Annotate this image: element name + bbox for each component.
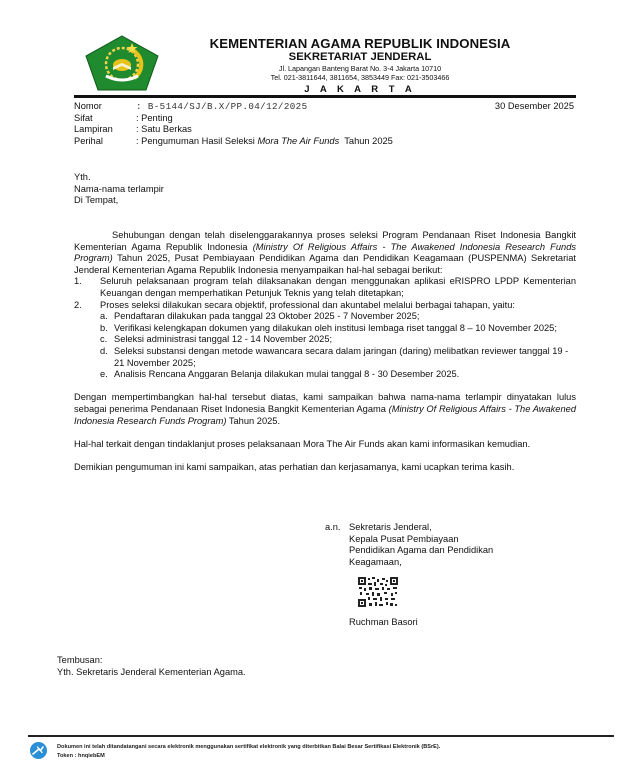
point-item	[74, 276, 576, 299]
signer-name: Ruchman Basori	[349, 617, 418, 627]
spacer	[74, 381, 576, 393]
letter-meta	[74, 101, 574, 147]
tembusan-item: Yth. Sekretaris Jenderal Kementerian Agama.	[57, 666, 246, 677]
signature-line-3	[325, 545, 493, 557]
office-address: Jl. Lapangan Banteng Barat No. 3-4 Jakarta 10710	[278, 64, 442, 73]
spacer	[74, 450, 576, 462]
e-signature-token: Token : hnqiebEM	[57, 753, 105, 759]
tembusan-label: Tembusan:	[57, 655, 103, 665]
perihal-suffix: Tahun 2025	[339, 135, 393, 146]
signature-title-4: Keagamaan,	[349, 556, 402, 567]
point-text: Proses seleksi dilakukan secara objektif, professional dan akuntabel melalui berbagai tahapan, yaitu:	[100, 299, 515, 310]
point-number: 1.	[74, 276, 82, 287]
result-status: lulus	[556, 392, 576, 403]
office-phone: Tel. 021-3811644, 3811654, 3853449 Fax: 021-3503466	[270, 73, 450, 82]
signature-line-4	[325, 557, 493, 569]
points-list	[74, 276, 576, 380]
stage-letter: c.	[100, 334, 108, 345]
stage-letter: e.	[100, 369, 108, 380]
intro-program-english: (Ministry Of Religious Affairs - The Awakened Indonesia Research Funds Program)	[74, 241, 577, 264]
result-text-b: sebagai penerima Pendanaan Riset Indonesia Bangkit Kementerian Agama	[74, 403, 389, 414]
signature-title-2: Kepala Pusat Pembiayaan	[349, 533, 459, 544]
stage-item	[100, 311, 576, 323]
sifat-label: Sifat	[74, 112, 93, 123]
lampiran-value: : Satu Berkas	[136, 124, 192, 134]
letterhead	[170, 36, 550, 96]
signature-title-3: Pendidikan Agama dan Pendidikan	[349, 545, 494, 556]
unit-name: SEKRETARIAT JENDERAL	[288, 51, 432, 63]
tembusan	[57, 655, 246, 678]
result-text-c: Tahun 2025.	[226, 415, 281, 426]
addressee	[74, 172, 164, 207]
signature-title-1: Sekretaris Jenderal,	[349, 522, 432, 532]
signature-an: a.n.	[325, 522, 341, 532]
stage-item	[100, 369, 576, 381]
stage-item	[100, 334, 576, 346]
meta-sifat	[74, 113, 574, 125]
meta-lampiran	[74, 124, 574, 136]
closing-paragraph: Demikian pengumuman ini kami sampaikan, atas perhatian dan kerjasamanya, kami ucapkan terima kasih.	[74, 461, 515, 472]
followup-paragraph: Hal-hal terkait dengan tindaklanjut proses pelaksanaan Mora The Air Funds akan kami informasikan kemudian.	[74, 438, 531, 449]
intro-text-b: Tahun 2025, Pusat Pembiayaan Pendidikan Agama dan Pendidikan Keagamaan (PUSPENMA) Sekretariat Jenderal Kementerian Agama Republik Indonesia menyampaikan hal-hal sebagai berikut:	[74, 253, 576, 275]
stage-text: Pendaftaran dilakukan pada tanggal 23 Oktober 2025 - 7 November 2025;	[114, 311, 420, 322]
stage-letter: a.	[100, 311, 108, 322]
perihal-value	[136, 136, 574, 148]
letterhead-divider	[74, 95, 576, 98]
letter-body	[74, 230, 576, 473]
nomor-label: Nomor	[74, 101, 102, 111]
spacer	[74, 427, 576, 439]
signature-line-2	[325, 534, 493, 546]
addressee-name: Nama-nama terlampir	[74, 183, 164, 194]
intro-text-a: Sehubungan dengan telah diselenggarakannya proses seleksi Program Pendanaan Riset Indonesia Bangkit Kementerian Agama Republik Indonesia	[74, 230, 576, 252]
e-signature-notice	[57, 743, 440, 761]
qr-code-icon	[358, 577, 398, 607]
e-signature-text: Dokumen ini telah ditandatangani secara elektronik menggunakan sertifikat elektronik yang diterbitkan Balai Besar Sertifikasi Elektronik (BSrE).	[57, 744, 441, 750]
footer-divider	[28, 735, 614, 737]
stage-item	[100, 346, 576, 369]
sifat-value: : Penting	[136, 112, 173, 123]
signature-block	[325, 522, 493, 568]
addressee-place: Di Tempat,	[74, 195, 119, 205]
point-number: 2.	[74, 299, 82, 310]
letter-date: 30 Desember 2025	[494, 101, 574, 111]
intro-paragraph	[74, 230, 576, 276]
result-paragraph	[74, 392, 576, 427]
addressee-salutation: Yth.	[74, 172, 91, 182]
meta-perihal	[74, 136, 574, 148]
kemenag-logo-icon	[84, 34, 160, 92]
stage-text: Seleksi administrasi tanggal 12 - 14 November 2025;	[114, 334, 333, 345]
ministry-name: KEMENTERIAN AGAMA REPUBLIK INDONESIA	[209, 36, 511, 51]
point-content	[100, 300, 576, 381]
perihal-prefix: : Pengumuman Hasil Seleksi	[136, 135, 258, 146]
stages-list	[100, 311, 576, 381]
signature-line-1	[325, 522, 493, 534]
office-city: J A K A R T A	[304, 84, 416, 95]
stage-letter: b.	[100, 322, 108, 333]
stage-letter: d.	[100, 345, 108, 356]
stage-item	[100, 323, 576, 335]
point-text: Seluruh pelaksanaan program telah dilaksanakan dengan menggunakan aplikasi eRISPRO LPDP Kementerian Keuangan dengan memperhatikan Petunjuk Teknis yang telah ditetapkan;	[100, 276, 576, 298]
perihal-program-name: Mora The Air Funds	[257, 135, 340, 146]
result-text-a: Dengan mempertimbangkan hal-hal tersebut diatas, kami sampaikan bahwa nama-nama terlampir dinyatakan	[74, 392, 557, 403]
perihal-label: Perihal	[74, 135, 103, 146]
stage-text: Analisis Rencana Anggaran Belanja dilakukan mulai tanggal 8 - 30 Desember 2025.	[114, 369, 460, 380]
point-item	[74, 300, 576, 381]
result-program-english: (Ministry Of Religious Affairs - The Awakened Indonesia Research Funds Program)	[74, 403, 576, 426]
stage-text: Verifikasi kelengkapan dokumen yang dilakukan oleh institusi lembaga riset tanggal 8 – 10 November 2025;	[114, 322, 557, 333]
bsre-signature-icon	[30, 742, 47, 759]
nomor-value: : B-5144/SJ/B.X/PP.04/12/2025	[136, 101, 308, 112]
lampiran-label: Lampiran	[74, 124, 113, 134]
stage-text: Seleksi substansi dengan metode wawancara secara dalam jaringan (daring) melibatkan reviewer tanggal 19 - 21 November 2025;	[114, 345, 569, 368]
